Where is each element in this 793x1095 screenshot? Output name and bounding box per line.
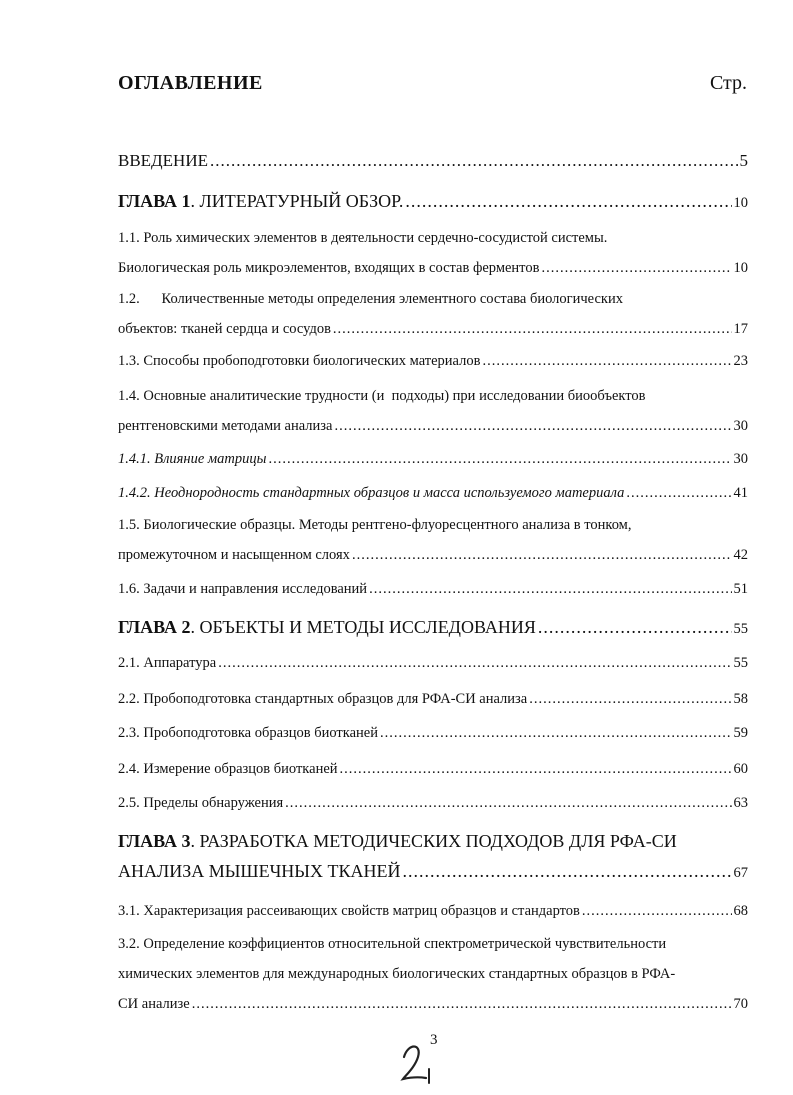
toc-entry-3-2 xyxy=(118,929,748,1019)
entry-title: Биологическая роль микроэлементов, входящих в состав ферментов xyxy=(118,260,540,276)
entry-page: 42 xyxy=(733,547,748,563)
entry-title: промежуточном и насыщенном слоях xyxy=(118,547,350,563)
entry-title: 3.1. Характеризация рассеивающих свойств матриц образцов и стандартов xyxy=(118,903,580,919)
chapter-label: ГЛАВА 2 xyxy=(118,617,191,637)
entry-title: 1.6. Задачи и направления исследований xyxy=(118,581,368,597)
leader-dots xyxy=(369,574,731,604)
entry-title: АНАЛИЗА МЫШЕЧНЫХ ТКАНЕЙ xyxy=(118,861,401,881)
entry-page: 10 xyxy=(733,260,748,276)
entry-page: 30 xyxy=(733,451,748,467)
entry-title: 1.3. Способы пробоподготовки биологических материалов xyxy=(118,353,481,369)
entry-page: 59 xyxy=(733,725,748,741)
entry-page: 23 xyxy=(733,353,748,369)
entry-page: 5 xyxy=(739,151,748,170)
leader-dots xyxy=(405,186,731,216)
toc-entry-chapter-3 xyxy=(118,826,748,886)
leader-dots xyxy=(538,612,732,642)
leader-dots xyxy=(402,856,731,886)
toc-entry-chapter-2 xyxy=(118,612,748,642)
toc-entry-1-2 xyxy=(118,284,748,344)
entry-page: 70 xyxy=(733,996,748,1012)
toc-entry-2-4 xyxy=(118,754,748,784)
chapter-label: ГЛАВА 3 xyxy=(118,831,191,851)
toc-entry-1-4 xyxy=(118,381,748,441)
toc-entry-3-1 xyxy=(118,896,748,926)
toc-entry-1-6 xyxy=(118,574,748,604)
toc-entry-2-2 xyxy=(118,684,748,714)
entry-page: 17 xyxy=(733,321,748,337)
leader-dots xyxy=(582,896,732,926)
leader-dots xyxy=(268,444,731,474)
entry-title: 2.5. Пределы обнаружения xyxy=(118,795,284,811)
page-column-label: Стр. xyxy=(709,72,747,94)
entry-page: 30 xyxy=(733,418,748,434)
entry-title: . ЛИТЕРАТУРНЫЙ ОБЗОР. xyxy=(190,191,404,211)
entry-page: 51 xyxy=(733,581,748,597)
toc-entry-introduction xyxy=(118,146,748,176)
entry-title: 1.4.2. Неоднородность стандартных образцов и масса используемого материала xyxy=(118,485,625,501)
entry-page: 63 xyxy=(733,795,748,811)
leader-dots xyxy=(334,411,731,441)
leader-dots xyxy=(333,314,732,344)
toc-entry-1-4-1 xyxy=(118,444,748,474)
entry-title: 1.2. Количественные методы определения элементного состава биологических xyxy=(118,291,623,307)
entry-title: 1.1. Роль химических элементов в деятельности сердечно-сосудистой системы. xyxy=(118,230,608,246)
entry-page: 68 xyxy=(733,903,748,919)
toc-entry-2-3 xyxy=(118,718,748,748)
entry-title: химических элементов для международных биологических стандартных образцов в РФА- xyxy=(118,966,676,982)
toc-entry-2-1 xyxy=(118,648,748,678)
leader-dots xyxy=(340,754,732,784)
entry-page: 55 xyxy=(733,621,748,637)
entry-title: . ОБЪЕКТЫ И МЕТОДЫ ИССЛЕДОВАНИЯ xyxy=(190,617,536,637)
leader-dots xyxy=(352,540,732,570)
entry-title: . РАЗРАБОТКА МЕТОДИЧЕСКИХ ПОДХОДОВ ДЛЯ РФА-СИ xyxy=(190,831,677,851)
leader-dots xyxy=(541,253,731,283)
entry-title: 2.2. Пробоподготовка стандартных образцов для РФА-СИ анализа xyxy=(118,691,528,707)
leader-dots xyxy=(285,788,731,818)
toc-entry-1-4-2 xyxy=(118,478,748,508)
toc-entry-1-1 xyxy=(118,223,748,283)
entry-page: 10 xyxy=(733,195,748,211)
leader-dots xyxy=(626,478,731,508)
entry-title: 2.3. Пробоподготовка образцов биотканей xyxy=(118,725,378,741)
entry-title: объектов: тканей сердца и сосудов xyxy=(118,321,331,337)
toc-header xyxy=(118,72,747,102)
leader-dots xyxy=(210,146,738,176)
chapter-label: ГЛАВА 1 xyxy=(118,191,191,211)
leader-dots xyxy=(482,346,731,376)
entry-title: рентгеновскими методами анализа xyxy=(118,418,333,434)
leader-dots xyxy=(218,648,731,678)
entry-title: 3.2. Определение коэффициентов относительной спектрометрической чувствительности xyxy=(118,936,667,952)
leader-dots xyxy=(192,989,732,1019)
handwritten-signature xyxy=(398,1035,458,1085)
toc-entry-chapter-1 xyxy=(118,186,748,216)
entry-title: СИ анализе xyxy=(118,996,190,1012)
page-number: 3 xyxy=(430,1032,438,1048)
entry-title: 2.4. Измерение образцов биотканей xyxy=(118,761,338,777)
entry-page: 67 xyxy=(733,865,748,881)
entry-page: 41 xyxy=(733,485,748,501)
toc-entry-1-3 xyxy=(118,346,748,376)
entry-title: 1.4.1. Влияние матрицы xyxy=(118,451,267,467)
entry-title: 2.1. Аппаратура xyxy=(118,655,217,671)
entry-page: 60 xyxy=(733,761,748,777)
toc-entry-2-5 xyxy=(118,788,748,818)
leader-dots xyxy=(380,718,732,748)
entry-title: 1.4. Основные аналитические трудности (и подходы) при исследовании биообъектов xyxy=(118,388,646,404)
leader-dots xyxy=(529,684,731,714)
entry-title: ВВЕДЕНИЕ xyxy=(118,151,208,170)
toc-title: ОГЛАВЛЕНИЕ xyxy=(118,72,263,94)
entry-title: 1.5. Биологические образцы. Методы рентгено-флуоресцентного анализа в тонком, xyxy=(118,517,632,533)
entry-page: 55 xyxy=(733,655,748,671)
entry-page: 58 xyxy=(733,691,748,707)
toc-entry-1-5 xyxy=(118,510,748,570)
